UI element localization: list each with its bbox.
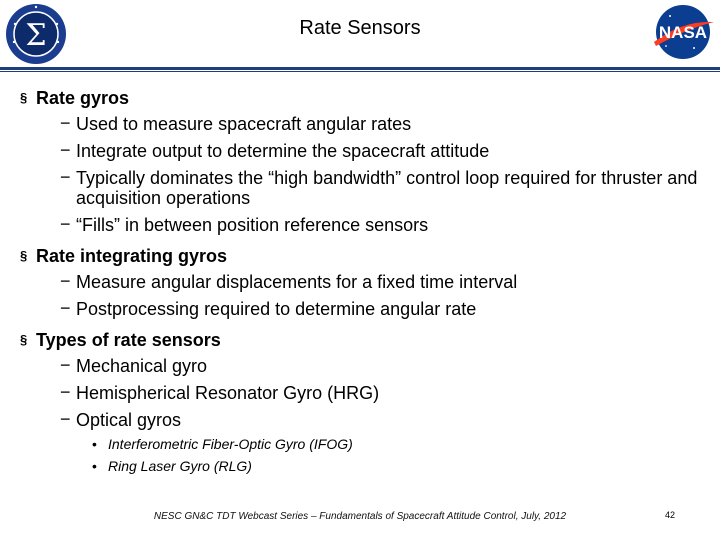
list-item [20, 406, 710, 433]
dash-bullet-icon: − [60, 113, 71, 133]
list-item-text: Typically dominates the “high bandwidth” control loop required for thruster and acquisition operations [76, 168, 698, 208]
list-item-text: Mechanical gyro [76, 356, 208, 376]
list-item-text: Postprocessing required to determine angular rate [76, 299, 477, 319]
list-item-text: Used to measure spacecraft angular rates [76, 114, 412, 134]
dash-bullet-icon: − [60, 355, 71, 375]
list-item-text: Measure angular displacements for a fixed time interval [76, 272, 518, 292]
svg-text:Σ: Σ [25, 18, 47, 53]
list-item [20, 352, 710, 379]
section-rate-gyros [20, 86, 710, 238]
slide-footer: NESC GN&C TDT Webcast Series – Fundamentals of Spacecraft Attitude Control, July, 2012 [153, 511, 567, 522]
list-item [20, 268, 710, 295]
section-heading: Types of rate sensors [36, 330, 221, 350]
dash-bullet-icon: − [60, 140, 71, 160]
list-item-text: Optical gyros [76, 410, 182, 430]
bullet-heading [20, 328, 710, 352]
slide-content [20, 86, 710, 483]
section-bullet-icon: § [20, 248, 28, 263]
section-heading: Rate gyros [36, 88, 130, 108]
section-rate-integrating-gyros [20, 244, 710, 322]
dash-bullet-icon: − [60, 167, 71, 187]
section-bullet-icon: § [20, 90, 28, 105]
section-bullet-icon: § [20, 332, 28, 347]
header-rule-thin [0, 71, 720, 72]
nasa-meatball-logo-icon [648, 2, 718, 62]
bullet-heading [20, 86, 710, 110]
header-rule-thick [0, 67, 720, 70]
slide-title: Rate Sensors [299, 17, 421, 39]
list-item-text: “Fills” in between position reference sensors [76, 215, 429, 235]
dash-bullet-icon: − [60, 409, 71, 429]
sub-list-item [20, 455, 710, 477]
section-types-of-rate-sensors [20, 328, 710, 477]
dash-bullet-icon: − [60, 298, 71, 318]
slide-header [0, 0, 720, 70]
bullet-heading [20, 244, 710, 268]
list-item [20, 110, 710, 137]
page-number: 42 [665, 510, 676, 520]
list-item [20, 211, 710, 238]
list-item-text: Hemispherical Resonator Gyro (HRG) [76, 383, 380, 403]
dash-bullet-icon: − [60, 214, 71, 234]
sub-list-item [20, 433, 710, 455]
sub-list-item-text: Interferometric Fiber-Optic Gyro (IFOG) [108, 436, 353, 452]
sub-list-item-text: Ring Laser Gyro (RLG) [108, 458, 252, 474]
dash-bullet-icon: − [60, 271, 71, 291]
list-item [20, 379, 710, 406]
list-item [20, 164, 710, 211]
list-item-text: Integrate output to determine the spacecraft attitude [76, 141, 490, 161]
list-item [20, 295, 710, 322]
dash-bullet-icon: − [60, 382, 71, 402]
dot-bullet-icon: • [92, 458, 97, 474]
dot-bullet-icon: • [92, 436, 97, 452]
nasa-logo-text: NASA [658, 23, 708, 42]
list-item [20, 137, 710, 164]
section-heading: Rate integrating gyros [36, 246, 228, 266]
